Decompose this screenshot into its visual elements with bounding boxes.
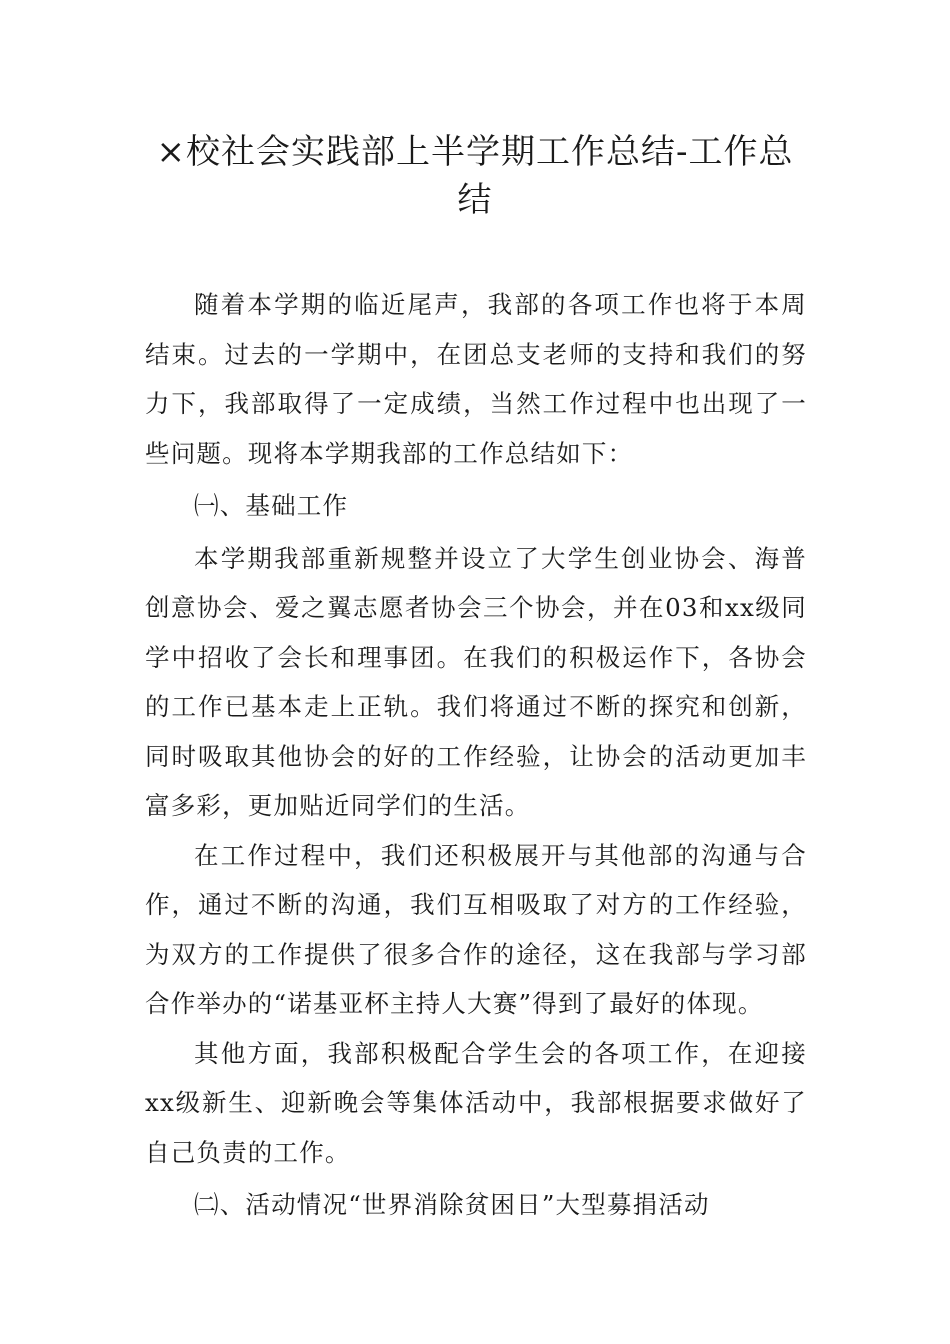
document-title: ×校社会实践部上半学期工作总结-工作总结 <box>156 132 794 220</box>
paragraph-other-work: 其他方面，我部积极配合学生会的各项工作，在迎接xx级新生、迎新晚会等集体活动中，我部根据要求做好了自己负责的工作。 <box>145 1038 807 1167</box>
paragraph-intro: 随着本学期的临近尾声，我部的各项工作也将于本周结束。过去的一学期中，在团总支老师的支持和我们的努力下，我部取得了一定成绩，当然工作过程中也出现了一些问题。现将本学期我部的工作总结如下： <box>145 290 807 468</box>
paragraph-cooperation: 在工作过程中，我们还积极展开与其他部的沟通与合作，通过不断的沟通，我们互相吸取了对方的工作经验，为双方的工作提供了很多合作的途径，这在我部与学习部合作举办的“诺基亚杯主持人大赛”得到了最好的体现。 <box>145 840 807 1018</box>
section-heading-basic-work: ㈠、基础工作 <box>194 491 349 520</box>
section-heading-activities: ㈡、活动情况“世界消除贫困日”大型募捐活动 <box>194 1190 710 1219</box>
document-body <box>145 280 807 1233</box>
paragraph-associations: 本学期我部重新规整并设立了大学生创业协会、海普创意协会、爱之翼志愿者协会三个协会，并在03和xx级同学中招收了会长和理事团。在我们的积极运作下，各协会的工作已基本走上正轨。我们将通过不断的探究和创新，同时吸取其他协会的好的工作经验，让协会的活动更加丰富多彩，更加贴近同学们的生活。 <box>145 543 807 820</box>
